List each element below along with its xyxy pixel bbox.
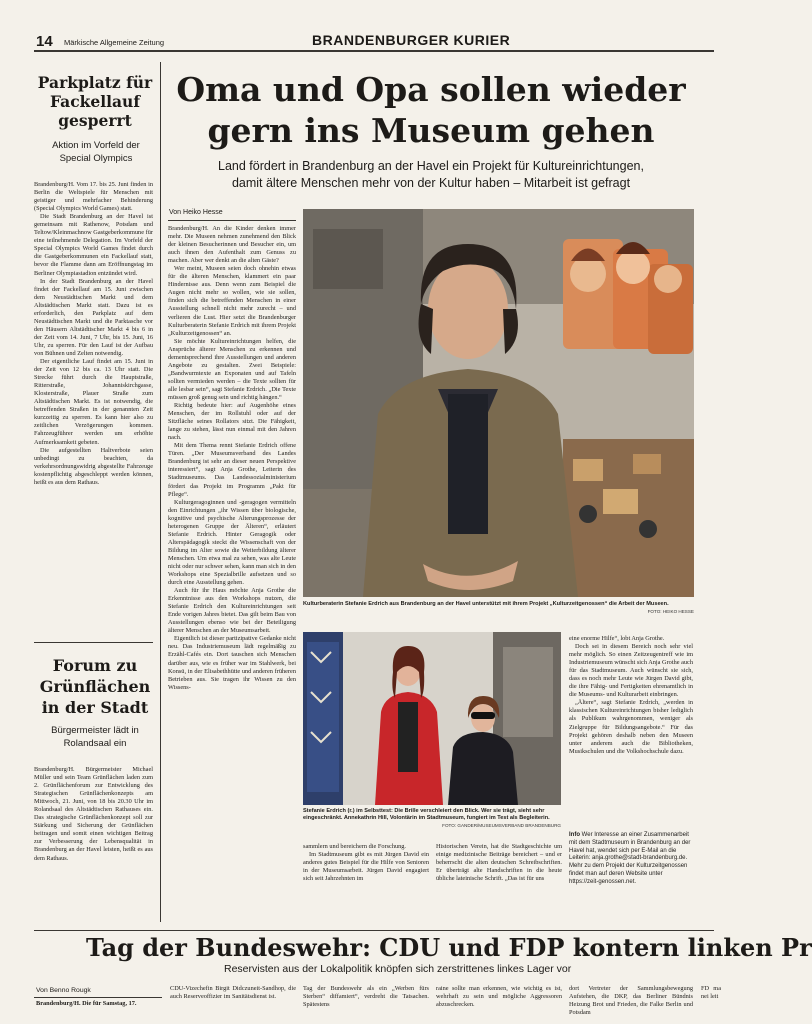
main-paragraph: eine enorme Hilfe“, lobt Anja Grothe. <box>569 635 665 642</box>
portrait-caption-text: Kulturberaterin Stefanie Erdrich aus Brandenburg an der Havel unterstützt mit ihrem Projekt „Kulturzeitgenossen“ die Arbeit der Museen. <box>303 601 669 607</box>
section-title: BRANDENBURGER KURIER <box>312 32 511 48</box>
page-number: 14 <box>36 33 53 50</box>
main-paragraph: „Ältere“, sagt Stefanie Erdrich, „werden in klassischen Kultureinrichtungen bisher lediglich als Publikum wahrgenommen, weniger als Zielgruppe für Bildungsangebote.“ Für das Projekt gehören deshalb neben den Museen unter anderem auch die Bibliotheken, Musikschulen und die Volkshochschule dazu. <box>569 699 693 755</box>
main-deck-line-2: damit ältere Menschen mehr von der Kultur haben – Mitarbeit ist gefragt <box>231 176 631 190</box>
test-caption-text: Stefanie Erdrich (r.) im Selbsttest: Die Brille verschleiert den Blick. Wer sie trägt, sieht sehr eingeschränkt. Annekathrin Hill, Volontärin im Stadtmuseum, fungiert im Test als Begleiterin. <box>303 808 550 821</box>
portrait-photo <box>303 209 694 597</box>
sidebar-top-paragraph: In der Stadt Brandenburg an der Havel findet der Fackellauf am 15. Juni zwischen dem Neustädtischen Markt und dem Altstädtischen Markt statt. Dazu ist es erforderlich, den Parkplatz auf dem Neustädtischen Markt und die Parktasche vor den Häusern Altstädtischer Markt 4 bis 6 in der Zeit vom 14. Juni, 7 Uhr, bis 15. Juni, 16 Uhr, zu sperren. Für den Lauf ist der Aufbau von Bühnen und Zelten notwendig. <box>34 277 153 357</box>
main-paragraph: Brandenburg/H. An die Kinder denken immer mehr. Die Museen nehmen zunehmend den Blick der kleinen Besucherinnen und Besucher ein, um auch ihnen den Aufenthalt zum Genuss zu machen. Aber wer denkt an die alten Gäste? <box>168 225 296 265</box>
main-byline: Von Heiko Hesse <box>169 209 223 216</box>
test-photo-caption <box>303 808 561 829</box>
main-paragraph: sammlern und bereichern die Forschung. <box>303 843 406 850</box>
vertical-rule-sidebar <box>160 62 161 922</box>
article-bottom-rule <box>34 930 714 931</box>
main-deck-line-1: Land fördert in Brandenburg an der Havel ein Projekt für Kultureinrichtungen, <box>218 159 644 173</box>
sidebar-top-body <box>34 181 153 629</box>
main-paragraph: Wer meint, Museen seien doch ohnehin etwas für die älteren Menschen, klammert ein paar Hindernisse aus. Denn wenn zum Beispiel die Augen nicht mehr so wollen, wie sie sollen, finden sich die betreffenden Menschen in einer Ausstellung schnell nicht mehr zurecht – und verlieren die Lust. Hier setzt die Brandenburger Kulturberaterin Stefanie Erdrich mit ihrem Projekt „Kulturzeitgenossen“ an. <box>168 265 296 337</box>
main-body-col-3 <box>436 843 562 925</box>
sidebar-divider <box>34 642 153 643</box>
info-text: Wer Interesse an einer Zusammenarbeit mit dem Stadtmuseum in Brandenburg an der Havel hat, wendet sich per E-Mail an die Leiterin: anja.grothe@stadt-brandenburg.de. Mehr zu dem Projekt der Kulturzeitgenossen findet man auf deren Website unter https://zeit-genossen.net. <box>569 832 691 885</box>
sidebar-top-paragraph: Die aufgestellten Haltverbote seien unbedingt zu beachten, da verkehrsordnungswidrig abgestellte Fahrzeuge kostenpflichtig abgeschleppt werden können, heißt es aus dem Rathaus. <box>34 446 153 486</box>
main-paragraph: Mit dem Thema rennt Stefanie Erdrich offene Türen. „Der Museumsverband des Landes Brandenburg ist sehr an dieser neuen Perspektive interessiert“, sagt Anja Grothe, Leiterin des Stadtmuseums. Das Landessozialministerium fördert das Projekt im Programm „Pakt für Pflege“. <box>168 442 296 498</box>
bottom-col-2: CDU-Vizechefin Birgit Didczuneit-Sandhop, die auch Reserveoffizier im Sanitätsdienst ist. <box>170 985 296 1001</box>
main-headline-line-2: gern ins Museum gehen <box>207 111 655 150</box>
bottom-deck: Reservisten aus der Lokalpolitik knöpfen sich zerstrittenes linkes Lager vor <box>224 963 572 975</box>
main-paragraph: Doch sei in diesem Bereich noch sehr viel mehr möglich. So einen Zeitzeugentreff wie im Industriemuseum wünscht sich Anja Grothe auch für das Stadtmuseum. Auch wünscht sie sich, dass es noch mehr Leute wie Jürgen David gibt, die ihre Fähig- und Fertigkeiten ehrenamtlich in die Museums- und Kulturarbeit einbringen. <box>569 643 693 699</box>
main-body-col-1 <box>168 225 296 925</box>
main-paragraph: Auch für ihr Haus möchte Anja Grothe die Erkenntnisse aus den Workshops nutzen, die Stefanie Erdrich den Kultureinrichtungen seit Ende vorigen Jahres bietet. Das gilt beim Bau von Ausstellungen ebenso wie bei der Beteiligung älterer Menschen an der Museumsarbeit. <box>168 587 296 635</box>
sidebar-bottom-headline: Forum zu Grünflächen in der Stadt <box>39 656 151 717</box>
main-paragraph: Richtig bedeute hier: auf Augenhöhe eines Menschen, der im Rollstuhl oder auf der Sitzfläche seines Rollators sitzt. Die Fähigkeit, lange zu stehen, lässt nun einmal mit den Jahren nach. <box>168 402 296 442</box>
test-photo <box>303 632 561 805</box>
portrait-photo-illustration <box>303 209 694 597</box>
portrait-photo-credit: FOTO: HEIKO HESSE <box>647 609 694 614</box>
bottom-col-5: dort Vertreter der Sammlungsbewegung Aufstehen, die DKP, das Berliner Bündnis Heizung Brot und Frieden, die Falke Berlin und Potsdam <box>569 985 693 1017</box>
sidebar-top-paragraph: Brandenburg/H. Vom 17. bis 25. Juni finden in Berlin die Weltspiele für Menschen mit geistiger und mehrfacher Behinderung (Special Olympics World Games) statt. <box>34 181 153 213</box>
sidebar-top-paragraph: Die Stadt Brandenburg an der Havel ist gemeinsam mit Rathenow, Potsdam und Teltow/Kleinmachnow Gastgeberkommune für eine teilnehmende Delegation. Im Vorfeld der Special Olympics World Games findet durch die Gastgeberkommunen ein Fackellauf statt, bevor die Flamme dann am Eröffnungstag im Berliner Olympiastadion entzündet wird. <box>34 213 153 277</box>
bottom-col-3: Tag der Bundeswehr als ein „Werben fürs Sterben“ diffamiert“, verdreht die Tatsachen. Spätestens <box>303 985 429 1009</box>
sidebar-top-headline: Parkplatz für Fackellauf gesperrt <box>37 73 153 130</box>
sidebar-bottom-body <box>34 766 153 916</box>
bottom-col-6: FD ma nei leit <box>701 985 721 1001</box>
bottom-byline-rule <box>34 997 162 998</box>
sidebar-top-paragraph: Der eigentliche Lauf findet am 15. Juni in der Zeit von 12 bis ca. 13 Uhr statt. Die Strecke führt durch die Hauptstraße, Ritterstraße, Johanniskirchgasse, Klosterstraße, Plauer Straße zum Altstädtischen Markt. Es ist notwendig, die betreffenden Straßen in der genannten Zeit kurzzeitig zu sperren. Es kann hier also zu zeitlichen Verzögerungen kommen. Fahrzeugführer werden um erhöhte Aufmerksamkeit gebeten. <box>34 358 153 446</box>
test-photo-credit: FOTO: GANDER/MUSEUMSVERBAND BRANDENBURG <box>442 823 561 828</box>
sidebar-bottom-paragraph: Brandenburg/H. Bürgermeister Michael Müller und sein Team Grünflächen laden zum 2. Grünflächenforum zur Entwicklung des Strategischen Grünflächenkonzepts am Mittwoch, 21. Juni, von 18 bis 20.30 Uhr im Rolandsaal des Altstädtischen Rathauses ein. Das strategische Grünflächenkonzept soll zur Stärkung und Sicherung der Grünflächen beitragen und somit einen wichtigen Beitrag zur Verbesserung der Lebensqualität in Brandenburg an der Havel leisten, heißt es aus dem Rathaus. <box>34 766 153 862</box>
main-paragraph: Im Stadtmuseum gibt es mit Jürgen David ein anderes gutes Beispiel für die Hilfe von Senioren in der Museumsarbeit. Jürgen David engagiert sich seit Jahrzehnten im <box>303 851 429 883</box>
masthead-rule <box>34 50 714 52</box>
main-body-col-2 <box>303 843 429 925</box>
main-paragraph: Kulturgeragoginnen und -geragogen vermitteln den Einrichtungen „ihr Wissen über biologische, kognitive und psychische Alterungsprozesse der heterogenen Gruppe der Älteren“, erläutert Stefanie Erdrich. Hinter Geragogik oder Alterspädagogik steckt die Wissenschaft von der Bildung im Alter sowie die Weiterbildung älterer Menschen. Um etwa mal zu sehen, was alte Leute nicht oder nur schwer sehen, kann man sich in den Workshops eine Spezialbrille aufsetzen und so durch eine Ausstellung gehen. <box>168 498 296 587</box>
sidebar-top-subhead: Aktion im Vorfeld der Special Olympics <box>52 140 140 164</box>
test-photo-illustration <box>303 632 561 805</box>
bottom-byline: Von Benno Rougk <box>36 987 91 994</box>
portrait-photo-caption <box>303 601 694 615</box>
main-headline-line-1: Oma und Opa sollen wieder <box>176 70 686 109</box>
main-paragraph: Eigentlich ist dieser partizipative Gedanke nicht neu. Das Industriemuseum lädt regelmäßig zu Erzähl-Cafés ein. Dort tauschen sich Menschen darüber aus, wie es früher war im Stahlwerk, bei Konsü, in der Elisabethhütte und anderen früheren Betrieben aus. Sie tragen ihr Wissen zu den Wissens- <box>168 635 296 691</box>
bottom-headline: Tag der Bundeswehr: CDU und FDP kontern linken Pr <box>86 933 812 962</box>
byline-rule <box>168 220 296 221</box>
info-box <box>569 832 693 924</box>
main-paragraph: Historischen Verein, hat die Stadtgeschichte um einige medizinische Beiträge bereichert – und er beherrscht die alten deutschen Schreibschriften. Er überträgt alte Handschriften in die heute übliche lateinische Schrift. „Das ist für uns <box>436 843 562 883</box>
info-label: Info <box>569 832 580 838</box>
bottom-col-4: raine sollte man erkennen, wie wichtig es ist, wehrhaft zu sein und mögliche Aggressoren abzuschrecken. <box>436 985 562 1009</box>
main-body-col-4 <box>569 635 693 830</box>
sidebar-bottom-subhead: Bürgermeister lädt in Rolandsaal ein <box>51 725 139 749</box>
main-paragraph: Sie möchte Kultureinrichtungen helfen, die Ansprüche älterer Menschen zu erkennen und dementsprechend ihre Ausstellungen und anderen Angebote zu gestalten. Zwei Beispiele: „Bandwurmtexte an Exponaten und auf Tafeln sollten vermieden werden – die Texte sollten für alle lesbar sein“, sagt Stefanie Erdrich. „Die Texte müssen groß genug sein und richtig hängen.“ <box>168 337 296 401</box>
bottom-col-1: Brandenburg/H. Die für Samstag, 17. <box>36 1000 137 1007</box>
paper-name: Märkische Allgemeine Zeitung <box>64 38 165 47</box>
